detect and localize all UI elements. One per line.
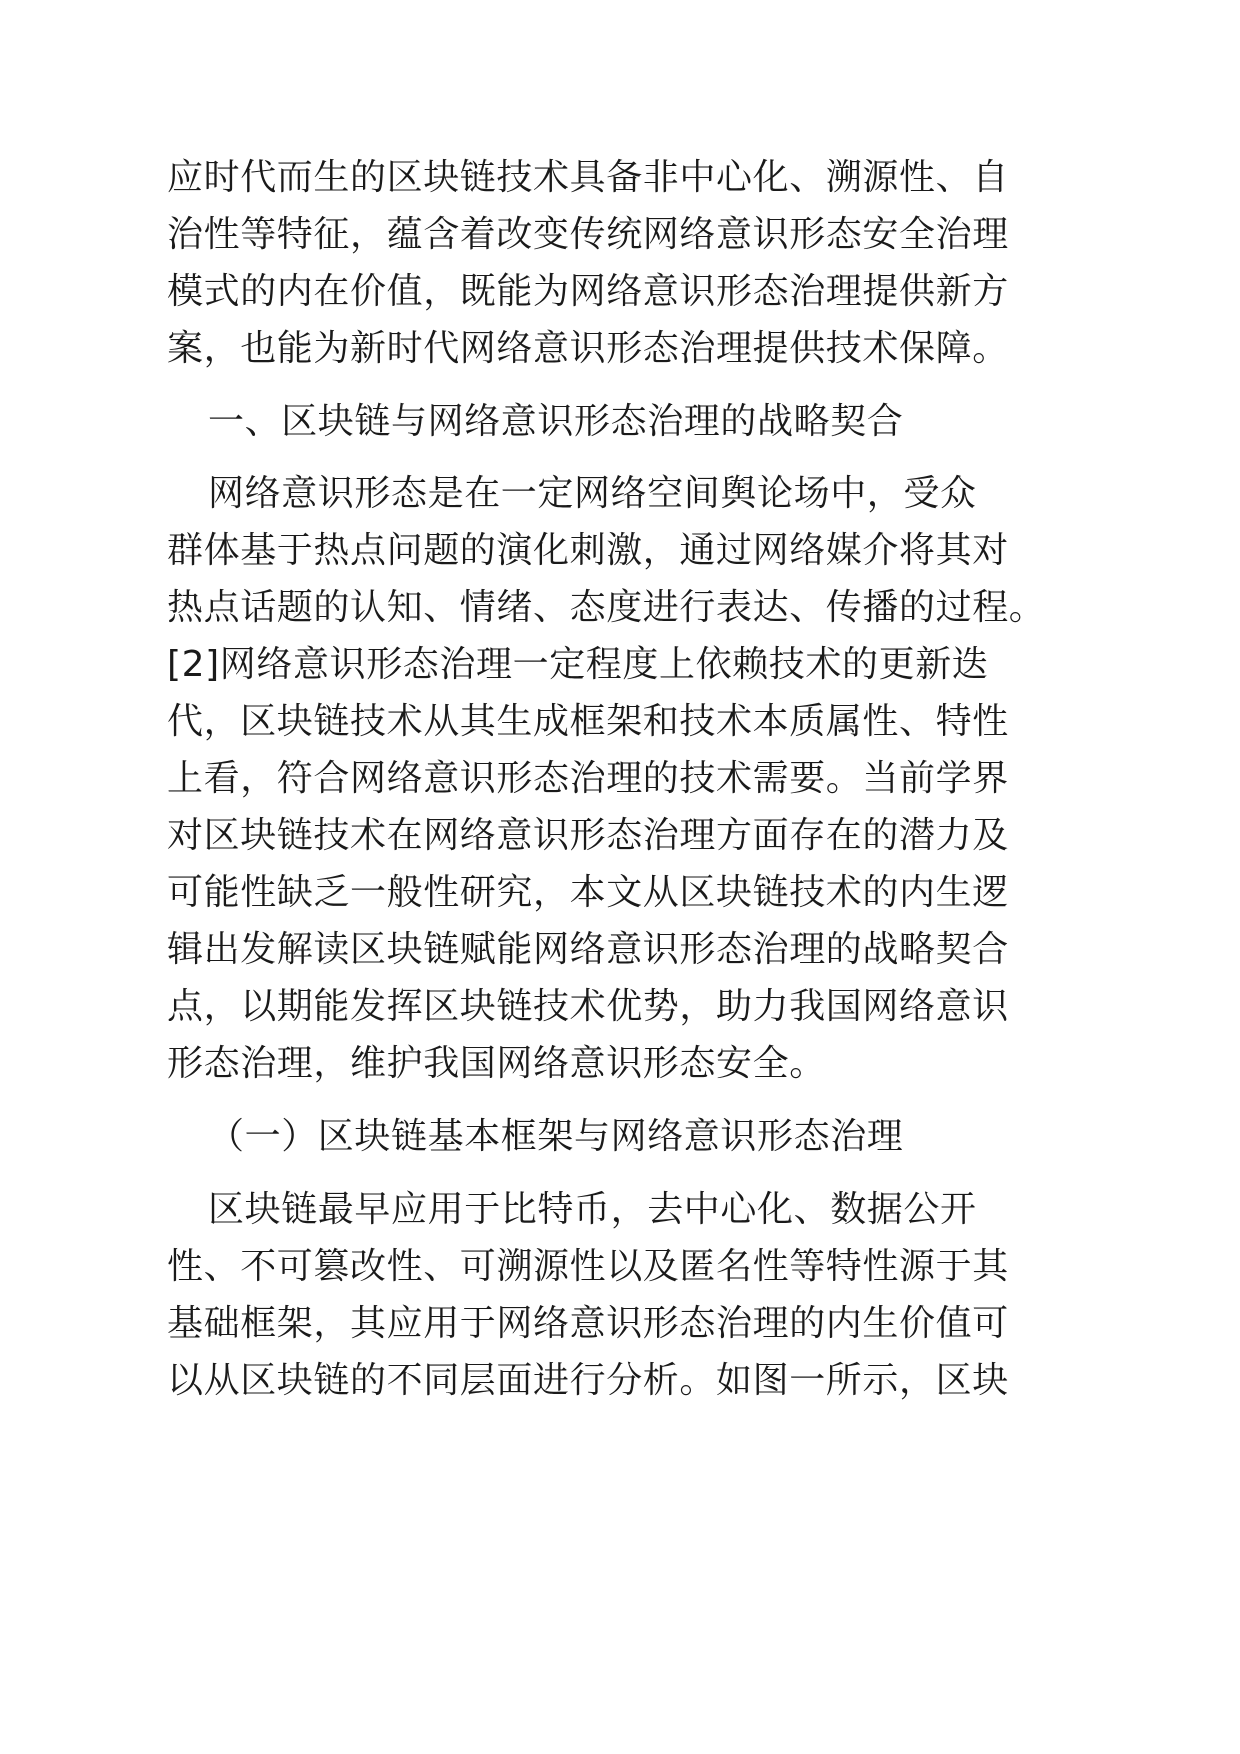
paragraph-line: 以从区块链的不同层面进行分析。如图一所示，区块 — [167, 1360, 1009, 1401]
paragraph-line: 案，也能为新时代网络意识形态治理提供技术保障。 — [167, 328, 1009, 369]
paragraph-line: 辑出发解读区块链赋能网络意识形态治理的战略契合 — [167, 929, 1009, 970]
paragraph-line: 代，区块链技术从其生成框架和技术本质属性、特性 — [167, 701, 1009, 742]
paragraph-line: 应时代而生的区块链技术具备非中心化、溯源性、自 — [167, 157, 1009, 198]
paragraph-line: 治性等特征，蕴含着改变传统网络意识形态安全治理 — [167, 214, 1009, 255]
paragraph-line: 可能性缺乏一般性研究，本文从区块链技术的内生逻 — [167, 872, 1009, 913]
paragraph-line: 对区块链技术在网络意识形态治理方面存在的潜力及 — [167, 815, 1009, 856]
paragraph-line: 群体基于热点问题的演化刺激，通过网络媒介将其对 — [167, 530, 1009, 571]
paragraph-line: 性、不可篡改性、可溯源性以及匿名性等特性源于其 — [167, 1246, 1009, 1287]
paragraph-line: 上看，符合网络意识形态治理的技术需要。当前学界 — [167, 758, 1009, 799]
paragraph-line: 形态治理，维护我国网络意识形态安全。 — [167, 1043, 826, 1084]
paragraph-line: 基础框架，其应用于网络意识形态治理的内生价值可 — [167, 1303, 1009, 1344]
paragraph-line: [2]网络意识形态治理一定程度上依赖技术的更新迭 — [167, 644, 989, 685]
paragraph-line: 点，以期能发挥区块链技术优势，助力我国网络意识 — [167, 986, 1009, 1027]
paragraph-line: 模式的内在价值，既能为网络意识形态治理提供新方 — [167, 271, 1009, 312]
paragraph-line: 区块链最早应用于比特币，去中心化、数据公开 — [208, 1189, 977, 1230]
paragraph-line: 热点话题的认知、情绪、态度进行表达、传播的过程。 — [167, 587, 1046, 628]
subsection-heading: （一）区块链基本框架与网络意识形态治理 — [208, 1116, 904, 1157]
paragraph-line: 网络意识形态是在一定网络空间舆论场中，受众 — [208, 473, 977, 514]
section-heading: 一、区块链与网络意识形态治理的战略契合 — [208, 401, 904, 442]
